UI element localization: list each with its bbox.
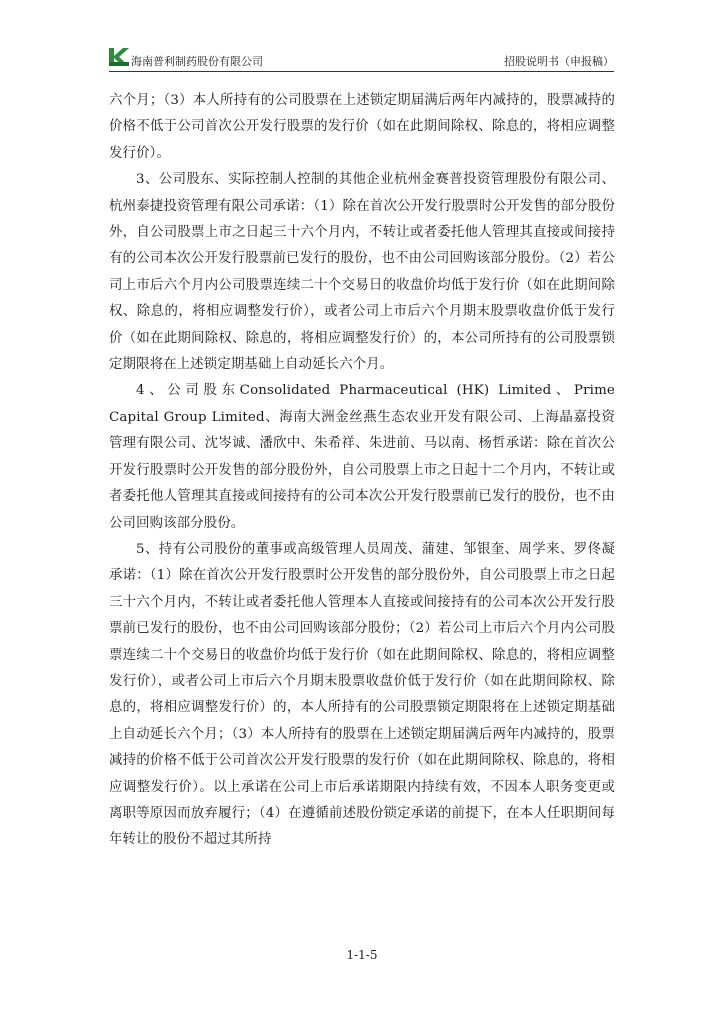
company-logo-icon — [109, 48, 129, 66]
paragraph-commitment-3: 3、公司股东、实际控制人控制的其他企业杭州金赛普投资管理股份有限公司、杭州泰捷投资管理有限公司承诺：（1）除在首次公开发行股票时公开发售的部分股份外，自公司股票上市之日起三十六个月内，不转让或者委托他人管理其直接或间接持有的公司本次公开发行股票前已发行的股份，也不由公司回购该部分股份。（2）若公司上市后六个月内公司股票连续二十个交易日的收盘价均低于发行价（如在此期间除权、除息的，将相应调整发行价），或者公司上市后六个月期末股票收盘价低于发行价（如在此期间除权、除息的，将相应调整发行价）的，本公司所持有的公司股票锁定期限将在上述锁定期基础上自动延长六个月。 — [109, 172, 615, 373]
document-title: 招股说明书（申报稿） — [504, 55, 614, 68]
document-body — [109, 88, 615, 854]
paragraph-commitment-4: 4、公司股东Consolidated Pharmaceutical (HK) Limited、Prime Capital Group Limited、海南大洲金丝燕生态农业开发有限公司、上海晶嘉投资管理有限公司、沈岑诚、潘欣中、朱希祥、朱进前、马以南、杨哲承诺：除在首次公开发行股票时公开发售的部分股份外，自公司股票上市之日起十二个月内，不转让或者委托他人管理其直接或间接持有的公司本次公开发行股票前已发行的股份，也不由公司回购该部分股份。 — [109, 383, 615, 531]
page-number: 1-1-5 — [346, 948, 378, 962]
page-header — [109, 46, 614, 70]
paragraph-commitment-5: 5、持有公司股份的董事或高级管理人员周茂、蒲建、邹银奎、周学来、罗佟凝承诺：（1）除在首次公开发行股票时公开发售的部分股份外，自公司股票上市之日起三十六个月内，不转让或者委托他人管理本人直接或间接持有的公司本次公开发行股票前已发行的股份，也不由公司回购该部分股份；（2）若公司上市后六个月内公司股票连续二十个交易日的收盘价均低于发行价（如在此期间除权、除息的，将相应调整发行价），或者公司上市后六个月期末股票收盘价低于发行价（如在此期间除权、除息的，将相应调整发行价）的，本人所持有的公司股票锁定期限将在上述锁定期基础上自动延长六个月；（3）本人所持有的股票在上述锁定期届满后两年内减持的，股票减持的价格不低于公司首次公开发行股票的发行价（如在此期间除权、除息的，将相应调整发行价）。以上承诺在公司上市后承诺期限内持续有效，不因本人职务变更或离职等原因而放弃履行；（4）在遵循前述股份锁定承诺的前提下，在本人任职期间每年转让的股份不超过其所持 — [109, 541, 615, 848]
header-divider — [109, 71, 614, 72]
paragraph-continuation: 六个月；（3）本人所持有的公司股票在上述锁定期届满后两年内减持的，股票减持的价格不低于公司首次公开发行股票的发行价（如在此期间除权、除息的，将相应调整发行价）。 — [109, 93, 615, 161]
company-name: 海南普利制药股份有限公司 — [131, 55, 263, 68]
